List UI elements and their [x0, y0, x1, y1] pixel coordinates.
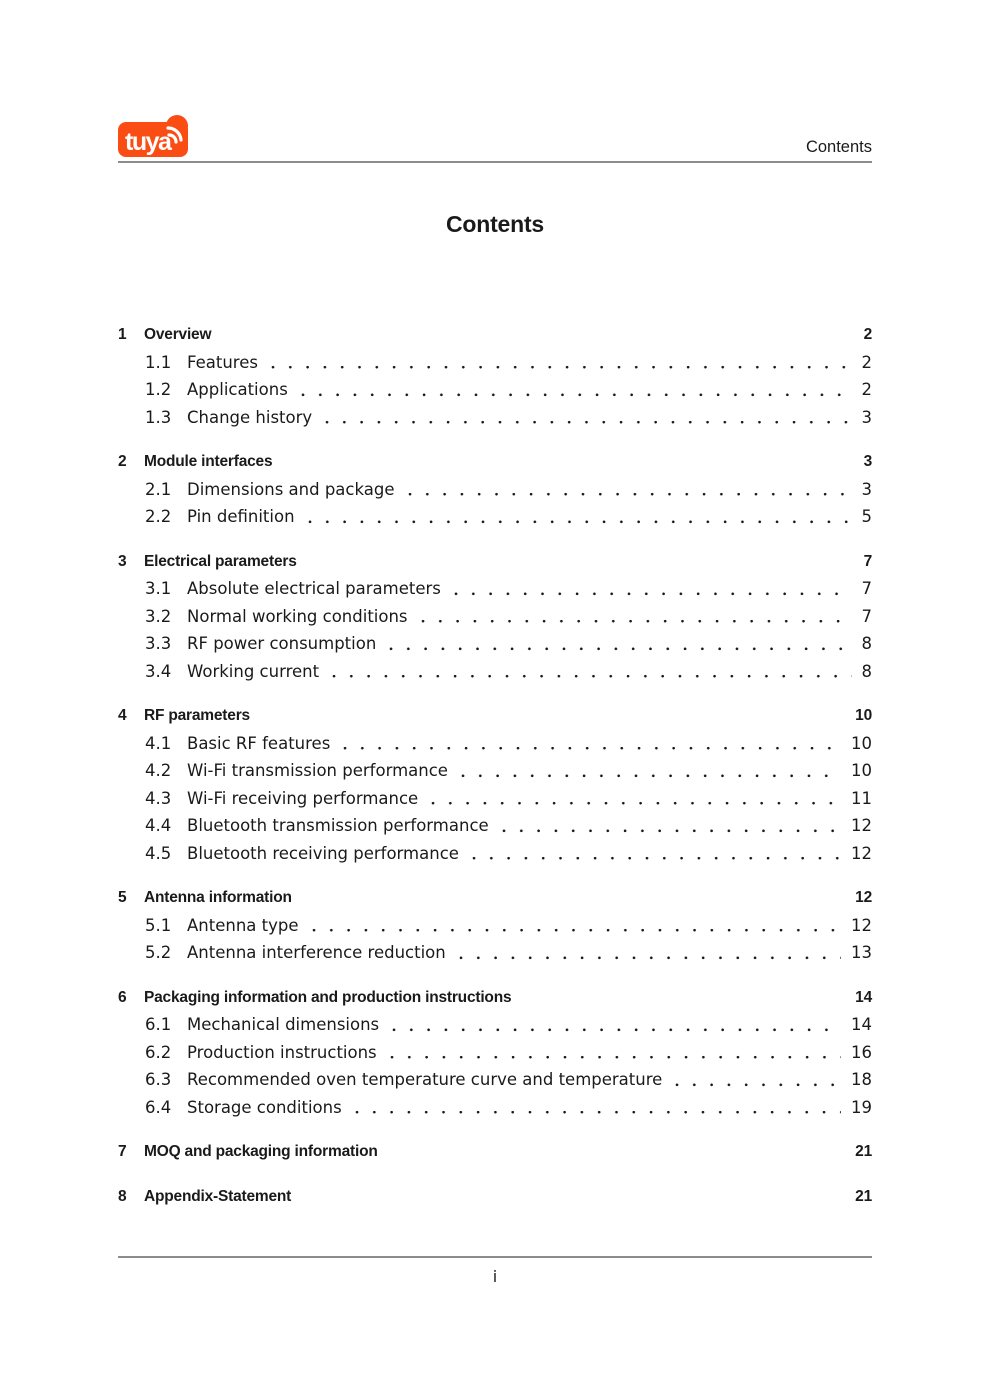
page-number: i — [492, 1267, 498, 1286]
dot-leader — [495, 812, 841, 840]
entry-number: 1.1 — [145, 352, 172, 372]
entry-title: Wi-Fi receiving performance — [187, 788, 419, 808]
dot-leader — [385, 1011, 841, 1039]
toc-section-row[interactable] — [118, 548, 872, 576]
toc-section-row[interactable] — [118, 884, 872, 912]
dot-leader — [305, 912, 842, 940]
section-number: 1 — [118, 326, 127, 343]
page-header — [118, 0, 872, 163]
toc-entry-row[interactable] — [118, 603, 872, 631]
section-page-number: 21 — [855, 1187, 872, 1205]
entry-title: Production instructions — [187, 1042, 377, 1062]
dot-leader — [447, 575, 852, 603]
entry-number: 1.3 — [145, 407, 172, 427]
toc-section-row[interactable] — [118, 321, 872, 349]
entry-page-number: 14 — [851, 1015, 872, 1034]
entry-page-number: 13 — [851, 943, 872, 962]
entry-title: Bluetooth receiving performance — [187, 843, 459, 863]
leader-spacer — [272, 448, 863, 476]
toc-section — [118, 448, 872, 531]
entry-title: Basic RF features — [187, 733, 331, 753]
leader-spacer — [250, 702, 855, 730]
section-number: 6 — [118, 988, 127, 1006]
toc-entry-row[interactable] — [118, 912, 872, 940]
toc-section — [118, 1138, 872, 1166]
dot-leader — [452, 939, 841, 967]
entry-number: 1.2 — [145, 380, 172, 399]
entry-number: 5.2 — [145, 943, 172, 962]
dot-leader — [325, 658, 851, 686]
toc-entry-row[interactable] — [118, 840, 872, 868]
entry-title: Change history — [187, 407, 313, 427]
leader-spacer — [211, 321, 863, 349]
section-number: 7 — [118, 1143, 127, 1160]
dot-leader — [382, 630, 851, 658]
toc-section-row[interactable] — [118, 1138, 872, 1166]
entry-page-number: 2 — [861, 380, 872, 399]
entry-page-number: 16 — [851, 1042, 872, 1062]
toc-section-row[interactable] — [118, 984, 872, 1012]
section-number: 8 — [118, 1187, 127, 1205]
toc-entry-row[interactable] — [118, 376, 872, 404]
dot-leader — [294, 376, 852, 404]
entry-title: Recommended oven temperature curve and temperature — [187, 1070, 663, 1089]
dot-leader — [318, 404, 851, 432]
toc-entry-row[interactable] — [118, 404, 872, 432]
dot-leader — [424, 785, 841, 813]
entry-page-number: 12 — [851, 843, 872, 863]
entry-title: Features — [187, 352, 258, 372]
entry-title: Dimensions and package — [187, 479, 395, 499]
section-title: MOQ and packaging information — [144, 1143, 378, 1160]
section-page-number: 3 — [863, 453, 872, 470]
entry-title: Bluetooth transmission performance — [187, 816, 489, 835]
entry-title: Mechanical dimensions — [187, 1015, 380, 1034]
entry-page-number: 8 — [861, 634, 872, 653]
section-title: Overview — [144, 326, 212, 343]
dot-leader — [348, 1094, 841, 1122]
entry-page-number: 3 — [861, 479, 872, 499]
entry-title: Antenna interference reduction — [187, 943, 446, 962]
page-footer — [118, 1256, 872, 1286]
section-number: 3 — [118, 552, 127, 570]
section-page-number: 7 — [863, 552, 872, 570]
logo-text: tuya — [125, 128, 171, 156]
entry-page-number: 2 — [861, 352, 872, 372]
entry-number: 3.4 — [145, 661, 172, 681]
toc-entry-row[interactable] — [118, 658, 872, 686]
dot-leader — [668, 1066, 841, 1094]
entry-number: 6.2 — [145, 1042, 172, 1062]
entry-page-number: 11 — [851, 788, 872, 808]
entry-number: 3.3 — [145, 634, 172, 653]
entry-title: Wi-Fi transmission performance — [187, 761, 448, 780]
toc-entry-row[interactable] — [118, 730, 872, 758]
toc-entry-row[interactable] — [118, 1094, 872, 1122]
leader-spacer — [297, 548, 864, 576]
section-page-number: 12 — [855, 889, 872, 906]
entry-title: RF power consumption — [187, 634, 377, 653]
entry-page-number: 18 — [851, 1070, 872, 1089]
section-title: Module interfaces — [144, 453, 273, 470]
entry-number: 3.2 — [145, 606, 172, 626]
toc-entry-row[interactable] — [118, 757, 872, 785]
toc-entry-row[interactable] — [118, 503, 872, 531]
toc-entry-row[interactable] — [118, 1011, 872, 1039]
tuya-logo — [118, 114, 192, 158]
toc-section — [118, 702, 872, 867]
toc-entry-row[interactable] — [118, 1066, 872, 1094]
entry-page-number: 8 — [861, 661, 872, 681]
section-title: Appendix-Statement — [144, 1187, 292, 1205]
dot-leader — [401, 476, 852, 504]
leader-spacer — [291, 1183, 855, 1211]
dot-leader — [383, 1039, 841, 1067]
entry-title: Applications — [187, 380, 288, 399]
entry-page-number: 5 — [861, 507, 872, 526]
header-section-label: Contents — [805, 137, 872, 156]
section-number: 2 — [118, 453, 127, 470]
entry-number: 6.3 — [145, 1070, 172, 1089]
entry-number: 4.2 — [145, 761, 172, 780]
section-title: Antenna information — [144, 889, 292, 906]
entry-page-number: 12 — [851, 915, 872, 935]
section-number: 5 — [118, 889, 127, 906]
section-page-number: 14 — [855, 988, 872, 1006]
dot-leader — [336, 730, 841, 758]
entry-number: 2.1 — [145, 479, 172, 499]
leader-spacer — [378, 1138, 856, 1166]
entry-page-number: 7 — [861, 579, 872, 598]
toc-section — [118, 321, 872, 431]
toc-section-row[interactable] — [118, 448, 872, 476]
section-page-number: 2 — [863, 326, 872, 343]
entry-title: Pin definition — [187, 507, 295, 526]
entry-title: Normal working conditions — [187, 606, 408, 626]
toc-section — [118, 548, 872, 686]
entry-page-number: 3 — [861, 407, 872, 427]
toc-entry-row[interactable] — [118, 575, 872, 603]
toc-section — [118, 1183, 872, 1211]
toc-section-row[interactable] — [118, 702, 872, 730]
page-title: Contents — [445, 211, 545, 237]
entry-page-number: 10 — [851, 733, 872, 753]
entry-title: Absolute electrical parameters — [187, 579, 441, 598]
entry-number: 4.5 — [145, 843, 172, 863]
toc-section — [118, 884, 872, 967]
section-title: RF parameters — [144, 707, 250, 724]
toc-entry-row[interactable] — [118, 939, 872, 967]
toc-entry-row[interactable] — [118, 1039, 872, 1067]
entry-number: 4.1 — [145, 733, 172, 753]
entry-page-number: 7 — [861, 606, 872, 626]
dot-leader — [454, 757, 841, 785]
section-title: Packaging information and production instructions — [144, 988, 512, 1006]
section-number: 4 — [118, 707, 127, 724]
toc-entry-row[interactable] — [118, 630, 872, 658]
entry-page-number: 19 — [851, 1097, 872, 1117]
dot-leader — [301, 503, 852, 531]
entry-number: 6.4 — [145, 1097, 172, 1117]
dot-leader — [465, 840, 841, 868]
section-title: Electrical parameters — [144, 552, 297, 570]
entry-title: Antenna type — [187, 915, 299, 935]
dot-leader — [264, 349, 852, 377]
entry-number: 2.2 — [145, 507, 172, 526]
entry-page-number: 12 — [851, 816, 872, 835]
entry-title: Working current — [187, 661, 320, 681]
toc-entry-row[interactable] — [118, 812, 872, 840]
section-page-number: 10 — [855, 707, 872, 724]
leader-spacer — [292, 884, 855, 912]
table-of-contents — [118, 321, 872, 1210]
entry-number: 3.1 — [145, 579, 172, 598]
entry-number: 5.1 — [145, 915, 172, 935]
entry-title: Storage conditions — [187, 1097, 342, 1117]
section-page-number: 21 — [855, 1143, 872, 1160]
toc-entry-row[interactable] — [118, 476, 872, 504]
entry-page-number: 10 — [851, 761, 872, 780]
toc-section-row[interactable] — [118, 1183, 872, 1211]
entry-number: 4.3 — [145, 788, 172, 808]
entry-number: 4.4 — [145, 816, 172, 835]
leader-spacer — [511, 984, 855, 1012]
dot-leader — [414, 603, 852, 631]
toc-entry-row[interactable] — [118, 349, 872, 377]
toc-entry-row[interactable] — [118, 785, 872, 813]
toc-section — [118, 984, 872, 1122]
entry-number: 6.1 — [145, 1015, 172, 1034]
